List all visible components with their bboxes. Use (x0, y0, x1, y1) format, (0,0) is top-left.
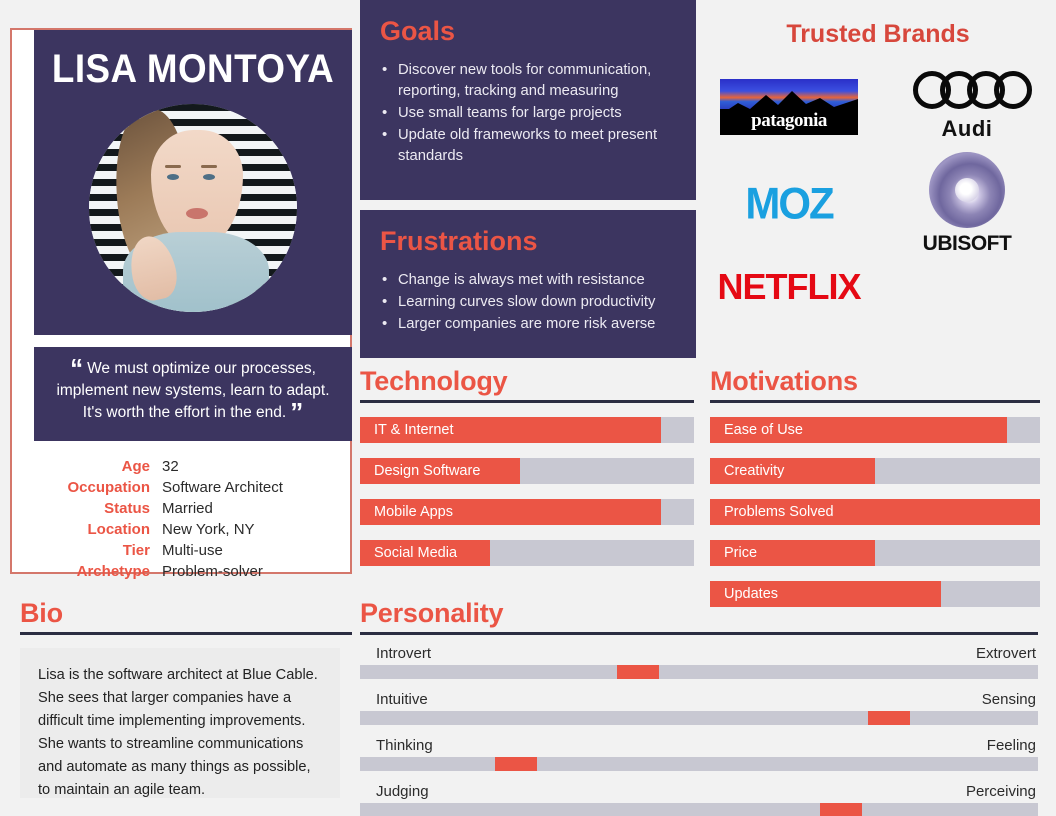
bar-label: Price (724, 545, 758, 561)
persona-hero (34, 30, 352, 335)
technology-rule (360, 400, 694, 403)
personality-section (360, 598, 1038, 816)
personality-track (360, 665, 1038, 679)
technology-bar-row (360, 417, 694, 443)
bar-label: Creativity (724, 463, 785, 479)
list-item: • Update old frameworks to meet present standards (380, 125, 676, 167)
fact-row (34, 458, 352, 475)
quote-open-icon: “ (70, 353, 84, 383)
personality-thumb[interactable] (820, 803, 862, 816)
fact-row (34, 563, 352, 580)
list-item: • Learning curves slow down productivity (380, 292, 676, 313)
fact-value: Problem-solver (162, 563, 263, 580)
personality-right-label: Perceiving (965, 783, 1036, 800)
fact-label: Occupation (67, 479, 150, 496)
quote-close-icon: ” (290, 397, 304, 427)
audi-ring (994, 71, 1032, 109)
brand-logo-grid (700, 71, 1056, 308)
list-item: • Change is always met with resistance (380, 270, 676, 291)
page-title: LISA MONTOYA (51, 47, 335, 91)
bio-text: Lisa is the software architect at Blue Cable. She sees that larger companies have a difficult time implementing improvements. She wants to streamline communications and automate as many things as possible, to maintain an agile team. (38, 667, 318, 798)
bar-label: Social Media (374, 545, 458, 561)
personality-rule (360, 632, 1038, 635)
list-item: • Use small teams for large projects (380, 103, 676, 124)
fact-label: Status (104, 500, 150, 517)
frustrations-title: Frustrations (380, 226, 538, 256)
bar-label: Design Software (374, 463, 481, 479)
fact-label: Age (121, 458, 150, 475)
bar-label: Updates (724, 586, 779, 602)
fact-label: Location (87, 521, 150, 538)
goals-list (380, 60, 676, 167)
bio-title: Bio (20, 598, 63, 628)
fact-row (34, 521, 352, 538)
avatar-eye-right (203, 174, 215, 180)
fact-label: Tier (122, 542, 150, 559)
personality-right-label: Extrovert (975, 645, 1036, 662)
trusted-brands-section (700, 0, 1056, 310)
quote-body: We must optimize our processes, implement new systems, learn to adapt. It's worth the effort in the end. (56, 360, 330, 421)
avatar-wrapper (34, 104, 352, 312)
patagonia-wordmark: patagonia (751, 109, 827, 131)
personality-row (360, 645, 1038, 679)
trusted-brands-title: Trusted Brands (786, 20, 970, 48)
bio-box (20, 648, 340, 798)
personality-labels (360, 783, 1038, 803)
frustrations-list (380, 270, 676, 335)
ubisoft-swirl (929, 152, 1005, 228)
personality-thumb[interactable] (495, 757, 537, 771)
bar-label: Ease of Use (724, 422, 803, 438)
personality-title: Personality (360, 598, 504, 628)
personality-labels (360, 737, 1038, 757)
personality-row (360, 783, 1038, 816)
list-item: • Discover new tools for communication, reporting, tracking and measuring (380, 60, 676, 102)
avatar-eye-left (167, 174, 179, 180)
fact-label: Archetype (76, 563, 150, 580)
fact-row (34, 500, 352, 517)
fact-value: New York, NY (162, 521, 255, 538)
motivations-bar-row (710, 499, 1040, 525)
patagonia-logo-icon (720, 79, 858, 135)
avatar (89, 104, 297, 312)
ubisoft-logo-icon (923, 152, 1012, 256)
personality-row (360, 737, 1038, 771)
fact-value: Married (162, 500, 213, 517)
persona-identity-card (10, 28, 352, 580)
bio-heading (20, 598, 352, 635)
persona-facts (34, 458, 352, 584)
personality-thumb[interactable] (617, 665, 659, 679)
fact-value: Multi-use (162, 542, 223, 559)
personality-left-label: Intuitive (376, 691, 428, 708)
quote-text-line (48, 353, 338, 427)
bar-label: IT & Internet (374, 422, 454, 438)
bar-label: Mobile Apps (374, 504, 453, 520)
personality-left-label: Introvert (376, 645, 432, 662)
personality-row-list (360, 645, 1038, 816)
personality-track (360, 757, 1038, 771)
motivations-bar-row (710, 417, 1040, 443)
motivations-bar-list (710, 417, 1040, 607)
technology-bar-row (360, 499, 694, 525)
audi-wordmark: Audi (941, 116, 993, 141)
frustrations-card (360, 210, 696, 358)
netflix-logo-icon: NETFLIX (717, 266, 861, 307)
personality-labels (360, 645, 1038, 665)
personality-right-label: Feeling (986, 737, 1036, 754)
fact-value: 32 (162, 458, 179, 475)
motivations-title: Motivations (710, 366, 858, 396)
personality-row (360, 691, 1038, 725)
personality-left-label: Judging (376, 783, 429, 800)
technology-title: Technology (360, 366, 508, 396)
moz-logo-icon: MOZ (745, 178, 833, 229)
avatar-lips (186, 208, 208, 219)
technology-bar-row (360, 458, 694, 484)
persona-quote (34, 347, 352, 441)
motivations-section (710, 366, 1040, 622)
avatar-brow-right (201, 165, 217, 168)
motivations-rule (710, 400, 1040, 403)
fact-row (34, 542, 352, 559)
technology-bar-list (360, 417, 694, 566)
motivations-bar-row (710, 540, 1040, 566)
audi-logo-icon (913, 71, 1021, 142)
bar-label: Problems Solved (724, 504, 834, 520)
personality-right-label: Sensing (981, 691, 1036, 708)
technology-section (360, 366, 694, 581)
bio-rule (20, 632, 352, 635)
personality-labels (360, 691, 1038, 711)
ubisoft-wordmark: UBISOFT (922, 232, 1012, 255)
fact-value: Software Architect (162, 479, 283, 496)
personality-track (360, 803, 1038, 816)
motivations-bar-row (710, 458, 1040, 484)
personality-left-label: Thinking (376, 737, 433, 754)
goals-title: Goals (380, 16, 456, 46)
personality-track (360, 711, 1038, 725)
avatar-brow-left (165, 165, 181, 168)
goals-card (360, 0, 696, 200)
audi-rings (913, 71, 1021, 109)
fact-row (34, 479, 352, 496)
personality-thumb[interactable] (868, 711, 910, 725)
list-item: • Larger companies are more risk averse (380, 314, 676, 335)
technology-bar-row (360, 540, 694, 566)
